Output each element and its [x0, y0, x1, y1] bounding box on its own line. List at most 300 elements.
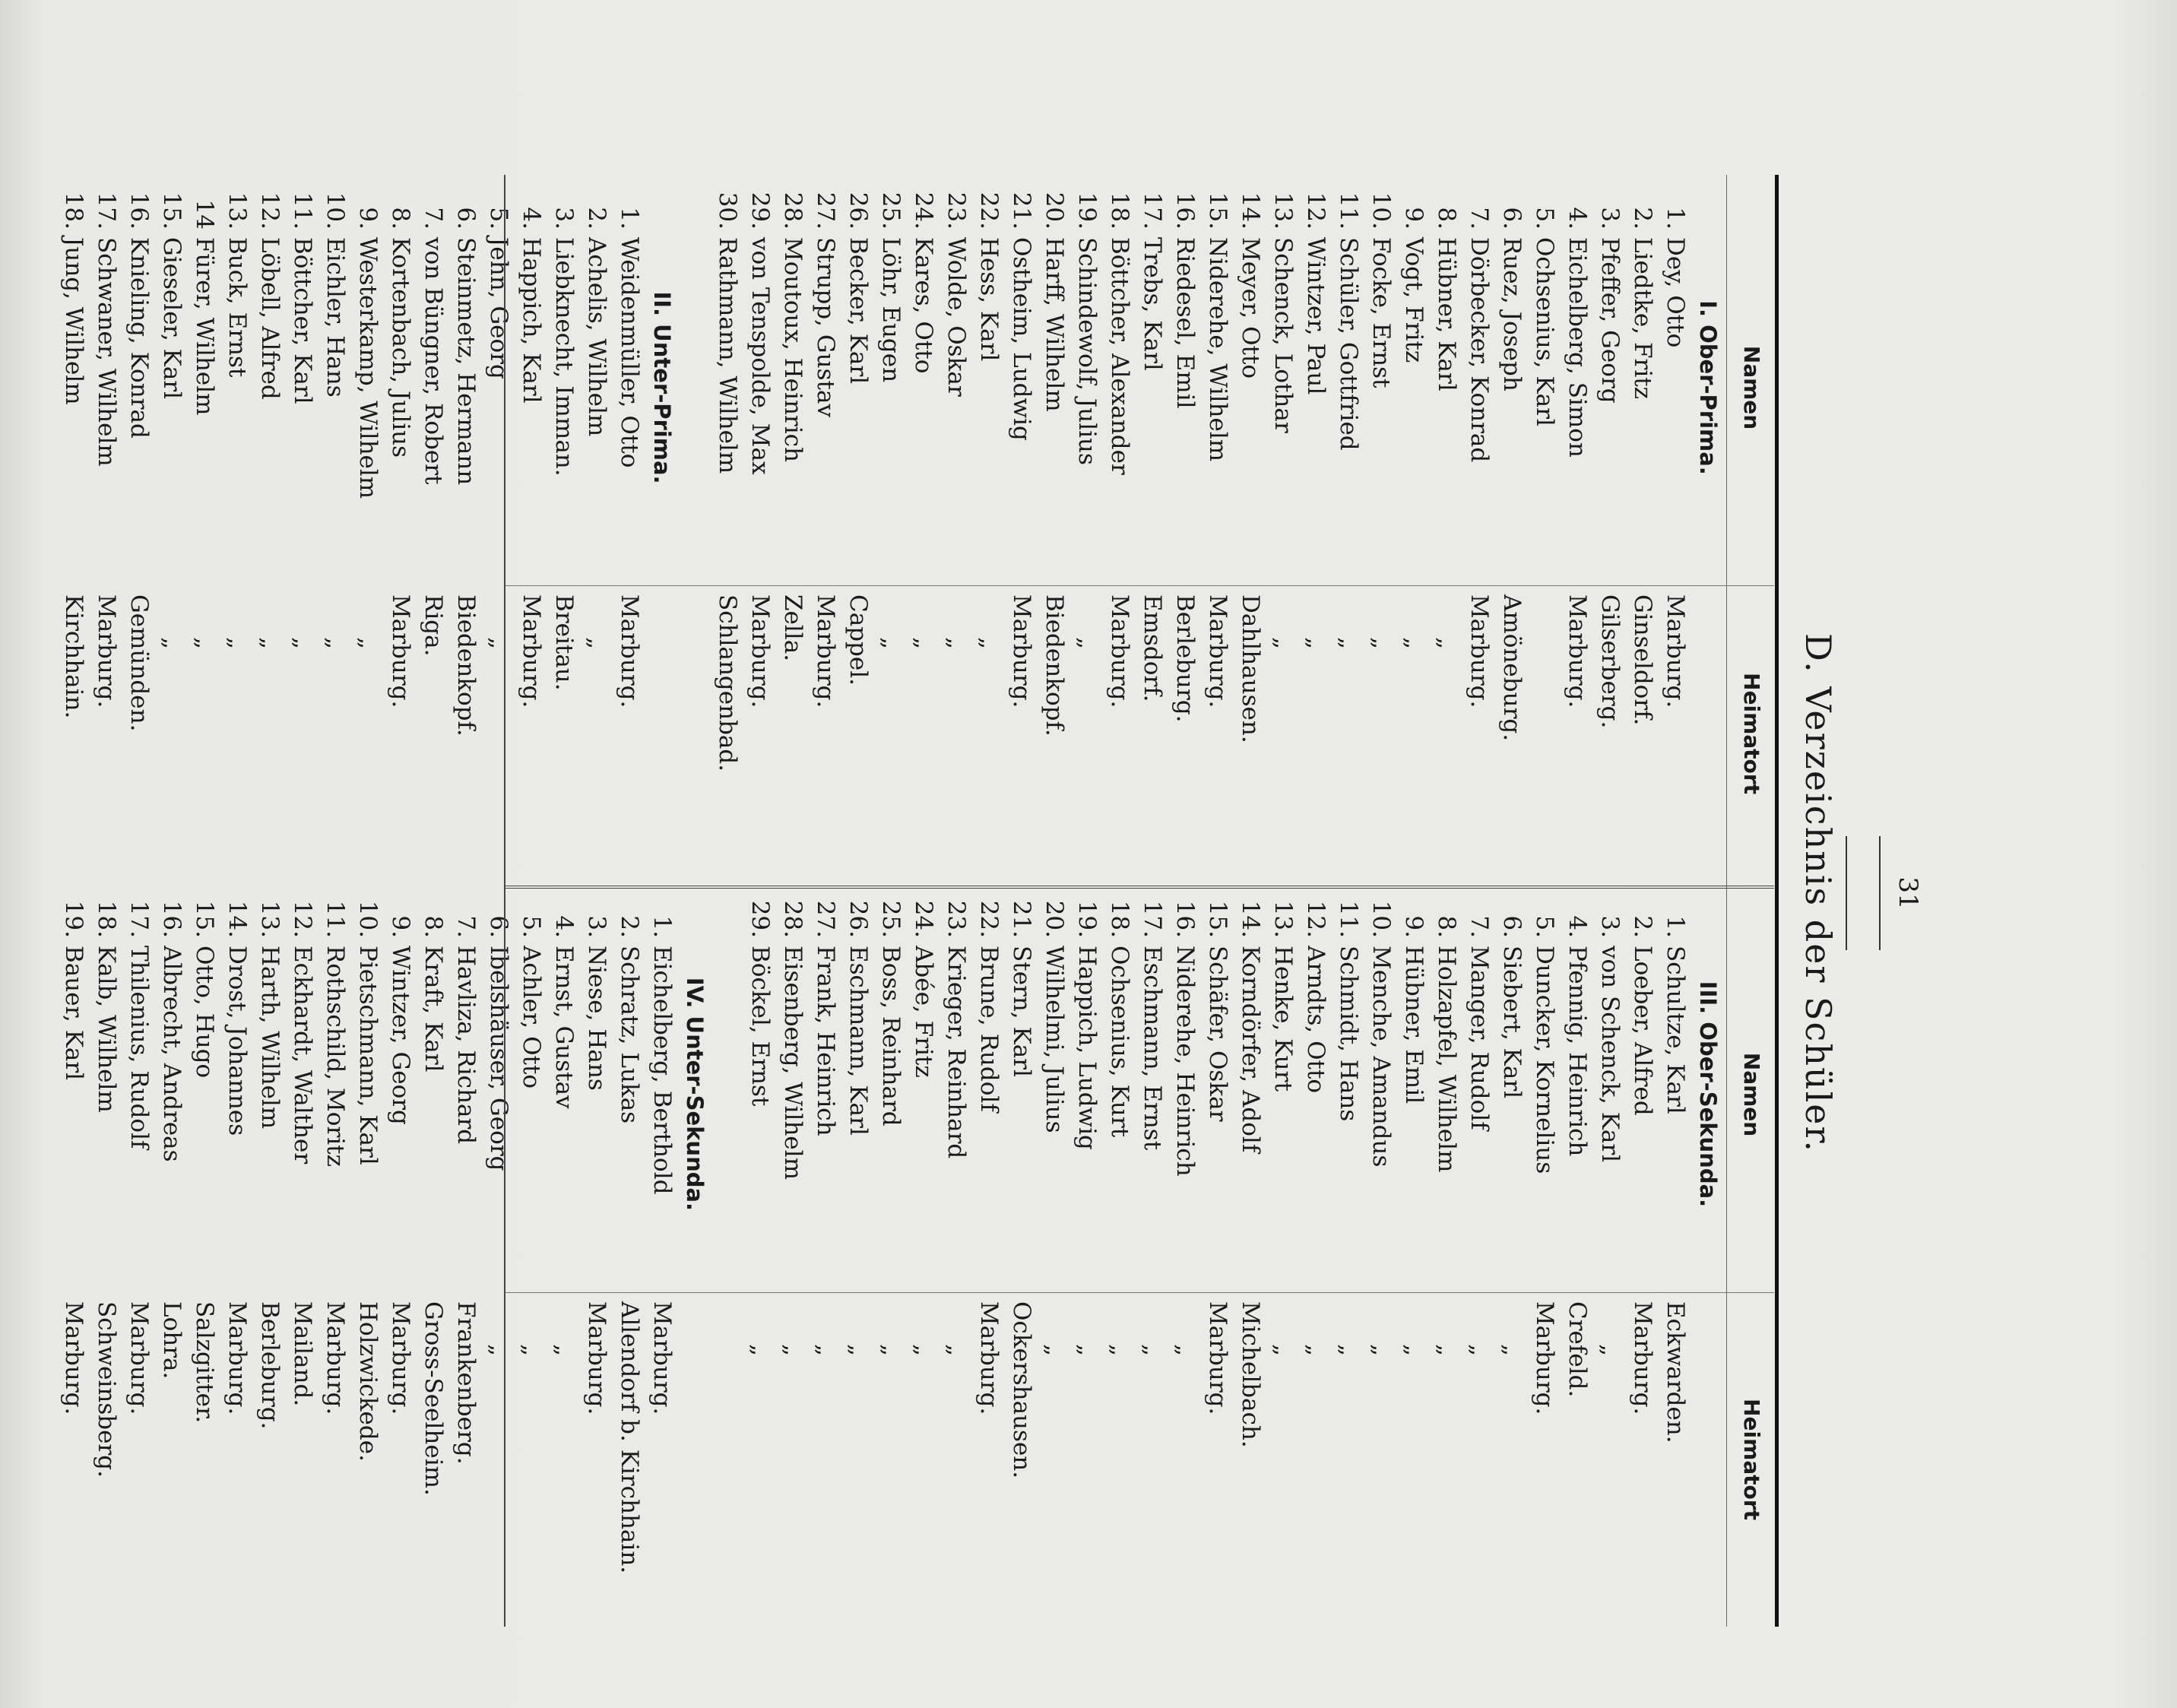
student-row [1005, 190, 1038, 585]
town-row [613, 1301, 645, 1628]
student-number: 17. [93, 192, 120, 230]
student-number: 6. [452, 207, 480, 230]
town-row [1005, 1301, 1038, 1628]
student-number: 28. [779, 192, 806, 230]
student-number: 11. [1335, 192, 1362, 230]
student-number: 2. [583, 207, 610, 230]
student-row [1201, 898, 1234, 1290]
student-name: Gieseler, Karl [158, 237, 185, 400]
student-name: Schindewolf, Julius [1073, 237, 1101, 465]
student-row [1168, 898, 1201, 1290]
student-number: 24. [910, 900, 937, 938]
page-number-rule [1879, 836, 1881, 950]
student-row [1070, 190, 1103, 585]
home-town: „ [1302, 1344, 1329, 1357]
student-name: Kalb, Wilhelm [93, 946, 120, 1113]
student-name: Dörbecker, Konrad [1466, 237, 1493, 463]
town-row [1561, 1301, 1593, 1628]
student-row [1430, 898, 1462, 1290]
town-row [1038, 1301, 1070, 1628]
student-name: Siebert, Karl [1498, 946, 1526, 1099]
home-town: Frankenberg. [452, 1301, 480, 1465]
student-name: Niderehe, Heinrich [1171, 946, 1199, 1177]
student-name: Bauer, Karl [60, 946, 87, 1081]
home-town: „ [485, 637, 512, 650]
home-town: Schweinsberg. [93, 1301, 120, 1478]
student-name: Eckhardt, Walther [289, 946, 316, 1165]
section-heading: III. Ober-Sekunda. [1695, 981, 1721, 1208]
home-town: „ [1335, 637, 1362, 650]
town-row [809, 1301, 841, 1628]
student-name: Krieger, Reinhard [943, 946, 970, 1159]
town-row [1659, 1301, 1691, 1628]
home-town: Lohra. [158, 1301, 185, 1380]
town-row [1136, 1301, 1168, 1628]
home-town: Marburg. [125, 1301, 153, 1415]
student-name: Harff, Wilhelm [1041, 237, 1068, 412]
student-row [1561, 190, 1593, 585]
student-name: Trebs, Karl [1139, 237, 1166, 371]
student-name: Pfeffer, Georg [1596, 237, 1624, 404]
column-divider [505, 1292, 1774, 1293]
student-row [1201, 190, 1234, 585]
student-name: Manger, Rudolf [1466, 946, 1493, 1130]
student-row [907, 898, 940, 1290]
left-names-column [57, 190, 1724, 585]
student-name: Otto, Hugo [191, 946, 218, 1079]
student-name: Dey, Otto [1662, 237, 1689, 348]
student-row [122, 898, 155, 1290]
student-name: Korndörfer, Adolf [1237, 946, 1264, 1153]
town-row [155, 1301, 188, 1628]
student-row [972, 898, 1005, 1290]
student-row [1234, 190, 1266, 585]
student-row [613, 898, 645, 1290]
student-number: 9. [1400, 207, 1428, 230]
home-town: „ [550, 1344, 578, 1357]
town-row [874, 594, 907, 876]
town-row [1168, 594, 1201, 876]
student-number: 27. [812, 900, 839, 938]
student-number: 13. [1269, 192, 1297, 230]
home-town: „ [1171, 1344, 1199, 1357]
home-town: Amöneburg. [1498, 594, 1526, 742]
header-names-right: Namen [1739, 1052, 1764, 1137]
home-town: „ [1269, 637, 1297, 650]
town-row [1364, 594, 1397, 876]
student-number: 16. [1171, 192, 1199, 230]
student-number: 22. [975, 900, 1003, 938]
section-heading: I. Ober-Prima. [1695, 300, 1721, 475]
home-town: Marburg. [1204, 594, 1231, 708]
student-number: 21. [1008, 192, 1035, 230]
town-row [1266, 1301, 1299, 1628]
student-row [1168, 190, 1201, 585]
student-number: 12. [1302, 900, 1329, 938]
student-name: Riedesel, Emil [1171, 237, 1199, 409]
home-town: Ockershausen. [1008, 1301, 1035, 1479]
town-row [1397, 594, 1430, 876]
student-name: Rothschild, Moritz [322, 946, 349, 1167]
student-name: von Tenspolde, Max [746, 237, 774, 475]
home-town: Berleburg. [256, 1301, 284, 1430]
home-town: „ [1498, 1344, 1526, 1357]
student-row [57, 190, 90, 585]
right-towns-column [57, 1301, 1724, 1628]
home-town: Marburg. [1531, 1301, 1558, 1415]
student-row [220, 190, 253, 585]
home-town: Marburg. [1466, 594, 1493, 708]
town-row [711, 594, 743, 876]
town-row [1005, 594, 1038, 876]
student-name: Brune, Rudolf [975, 946, 1003, 1112]
student-number: 15. [158, 192, 185, 230]
student-number: 7. [1466, 207, 1493, 230]
student-row [1659, 898, 1691, 1290]
student-number: 13. [1269, 900, 1297, 938]
student-name: Vogt, Fritz [1400, 237, 1428, 363]
home-town: Eckwarden. [1662, 1301, 1689, 1443]
home-town: Holzwickede. [354, 1301, 382, 1462]
student-row [1397, 190, 1430, 585]
student-number: 19. [1073, 900, 1101, 938]
home-town: Kirchhain. [60, 594, 87, 719]
student-number: 11. [289, 192, 316, 230]
student-name: Wolde, Oskar [943, 237, 970, 397]
student-row [1299, 190, 1332, 585]
student-name: Schüler, Gottfried [1335, 237, 1362, 451]
student-number: 19. [1073, 192, 1101, 230]
town-row [515, 1301, 547, 1628]
town-row [580, 1301, 613, 1628]
student-row [874, 190, 907, 585]
student-name: Niese, Hans [583, 946, 610, 1091]
home-town: „ [1466, 1344, 1493, 1357]
student-name: Löhr, Eugen [877, 237, 905, 383]
student-row [286, 190, 318, 585]
student-name: Ibelshäuser, Georg [485, 946, 512, 1171]
student-row [155, 190, 188, 585]
student-row [515, 190, 547, 585]
student-number: 3. [1596, 915, 1624, 938]
town-row [1593, 594, 1626, 876]
home-town: Marburg. [975, 1301, 1003, 1415]
town-row [122, 1301, 155, 1628]
student-number: 4. [1564, 915, 1591, 938]
student-row [841, 190, 874, 585]
home-town: Marburg. [648, 1301, 676, 1415]
student-number: 8. [1433, 207, 1460, 230]
home-town: Biedenkopf. [1041, 594, 1068, 737]
student-row [1136, 898, 1168, 1290]
home-town: „ [1269, 1344, 1297, 1357]
home-town: Marburg. [1564, 594, 1591, 708]
student-number: 10. [1367, 900, 1395, 938]
student-row [940, 190, 972, 585]
town-row [57, 594, 90, 876]
home-town: „ [518, 1344, 545, 1357]
student-row [155, 898, 188, 1290]
home-town: „ [1041, 1344, 1068, 1357]
page-heading: D. Verzeichnis der Schüler. [1798, 632, 1839, 1154]
home-town: Breitau. [550, 594, 578, 691]
student-number: 27. [812, 192, 839, 230]
student-row [580, 190, 613, 585]
town-row [1070, 594, 1103, 876]
home-town: Mailand. [289, 1301, 316, 1407]
town-row [1234, 594, 1266, 876]
student-name: Buck, Ernst [223, 237, 251, 378]
town-row [449, 1301, 482, 1628]
student-number: 14 [191, 199, 218, 230]
student-name: Schratz, Lukas [616, 946, 643, 1124]
student-name: Eisenberg, Wilhelm [779, 946, 806, 1180]
home-town: Berleburg. [1171, 594, 1199, 723]
student-row [57, 898, 90, 1290]
home-town: „ [1073, 1344, 1101, 1357]
student-row [1561, 898, 1593, 1290]
student-name: Schmidt, Hans [1335, 946, 1362, 1122]
student-row [417, 898, 449, 1290]
student-name: Focke, Ernst [1367, 237, 1395, 388]
student-number: 2. [1629, 207, 1656, 230]
page-number-rule [1846, 836, 1847, 950]
student-row [1495, 898, 1528, 1290]
student-row [776, 898, 809, 1290]
student-name: von Schenck, Karl [1596, 946, 1624, 1163]
student-row [1528, 190, 1561, 585]
home-town: „ [1596, 1344, 1624, 1357]
student-name: Eichelberg, Berthold [648, 946, 676, 1195]
student-number: 12. [256, 192, 284, 230]
home-town: Marburg. [387, 594, 414, 708]
spacer [678, 190, 711, 585]
student-number: 7. [420, 207, 447, 230]
spacer [678, 594, 711, 876]
student-row [809, 190, 841, 585]
student-number: 21. [1008, 900, 1035, 938]
town-row [1332, 1301, 1364, 1628]
student-number: 18. [93, 900, 120, 938]
town-row [90, 594, 122, 876]
town-row [1528, 594, 1561, 876]
town-row [318, 1301, 351, 1628]
student-number: 23. [943, 900, 970, 938]
student-number: 9. [1400, 915, 1428, 938]
student-name: Happich, Karl [518, 237, 545, 404]
student-row [482, 190, 515, 585]
student-row [1266, 898, 1299, 1290]
town-row [645, 1301, 678, 1628]
student-row [972, 190, 1005, 585]
town-row [1299, 594, 1332, 876]
home-town: Gemünden. [125, 594, 153, 732]
student-row [874, 898, 907, 1290]
town-row [1430, 594, 1462, 876]
town-row [482, 1301, 515, 1628]
home-town: „ [289, 637, 316, 650]
student-row [841, 898, 874, 1290]
student-row [90, 898, 122, 1290]
town-row [155, 594, 188, 876]
student-number: 3. [550, 207, 578, 230]
town-row [57, 1301, 90, 1628]
student-number: 14. [223, 900, 251, 938]
town-row [1364, 1301, 1397, 1628]
student-row [776, 190, 809, 585]
home-town: Zella. [779, 594, 806, 662]
student-name: Löbell, Alfred [256, 237, 284, 400]
town-row [318, 594, 351, 876]
student-name: Hübner, Karl [1433, 237, 1460, 391]
student-row [1462, 190, 1495, 585]
student-number: 16. [158, 900, 185, 938]
student-name: Loeber, Alfred [1629, 946, 1656, 1116]
student-row [384, 898, 417, 1290]
student-name: Boss, Reinhard [877, 946, 905, 1127]
town-row [1038, 594, 1070, 876]
student-number: 4. [550, 915, 578, 938]
home-town: „ [877, 637, 905, 650]
home-town: „ [844, 1344, 872, 1357]
student-row [220, 898, 253, 1290]
town-row [90, 1301, 122, 1628]
town-row [286, 1301, 318, 1628]
town-row [1201, 1301, 1234, 1628]
home-town: „ [943, 1344, 970, 1357]
student-number: 12. [289, 900, 316, 938]
student-number: 25. [877, 192, 905, 230]
student-name: Albrecht, Andreas [158, 946, 185, 1162]
student-number: 3. [1596, 207, 1624, 230]
student-name: Stern, Karl [1008, 946, 1035, 1077]
town-row [1495, 594, 1528, 876]
student-number: 11. [1335, 900, 1362, 938]
home-town: „ [485, 1344, 512, 1357]
student-row [253, 898, 286, 1290]
student-number: 6. [1498, 915, 1526, 938]
home-town: Biedenkopf. [452, 594, 480, 737]
home-town: „ [975, 637, 1003, 650]
town-row [613, 594, 645, 876]
town-row [907, 594, 940, 876]
student-number: 29. [746, 900, 774, 938]
town-row [482, 594, 515, 876]
town-row [1430, 1301, 1462, 1628]
spacer [711, 898, 743, 1290]
student-number: 8. [420, 915, 447, 938]
student-name: Frank, Heinrich [812, 946, 839, 1136]
home-town: „ [1367, 1344, 1395, 1357]
student-number: 18. [60, 192, 87, 230]
student-number: 7. [452, 915, 480, 938]
spacer [678, 1301, 711, 1628]
student-number: 8. [387, 207, 414, 230]
town-row [351, 594, 384, 876]
student-number: 22. [975, 192, 1003, 230]
town-row [220, 1301, 253, 1628]
spacer [1691, 594, 1724, 876]
town-row [417, 594, 449, 876]
home-town: „ [1367, 637, 1395, 650]
student-row [1005, 898, 1038, 1290]
student-number: 19. [60, 900, 87, 938]
student-row [613, 190, 645, 585]
town-row [1397, 1301, 1430, 1628]
student-row [580, 898, 613, 1290]
student-row [1299, 898, 1332, 1290]
student-row [1495, 190, 1528, 585]
student-number: 2. [616, 915, 643, 938]
student-number: 30. [714, 192, 741, 230]
home-town: „ [910, 1344, 937, 1357]
town-row [1626, 1301, 1659, 1628]
town-row [122, 594, 155, 876]
town-row [1266, 594, 1299, 876]
student-number: 18. [1106, 192, 1133, 230]
town-row [1659, 594, 1691, 876]
student-row [449, 190, 482, 585]
student-number: 20. [1041, 192, 1068, 230]
student-row [1332, 898, 1364, 1290]
town-row [384, 1301, 417, 1628]
student-number: 5. [1531, 915, 1558, 938]
home-town: „ [1106, 1344, 1133, 1357]
home-town: „ [256, 637, 284, 650]
table-top-rule [1775, 175, 1779, 1627]
town-row [743, 594, 776, 876]
student-number: 13. [223, 192, 251, 230]
town-row [253, 1301, 286, 1628]
student-name: Fürer, Wilhelm [191, 237, 218, 416]
student-row [809, 898, 841, 1290]
header-names-left: Namen [1739, 345, 1764, 430]
student-row [1364, 898, 1397, 1290]
student-row [1430, 190, 1462, 585]
student-number: 5. [518, 915, 545, 938]
home-town: Gross-Seelheim. [420, 1301, 447, 1496]
student-number: 6. [485, 915, 512, 938]
student-row [743, 898, 776, 1290]
town-row [1299, 1301, 1332, 1628]
student-row [1593, 898, 1626, 1290]
student-row [1626, 190, 1659, 585]
home-town: Marburg. [1106, 594, 1133, 708]
town-row [1528, 1301, 1561, 1628]
town-row [547, 1301, 580, 1628]
student-row [318, 898, 351, 1290]
student-row [122, 190, 155, 585]
student-name: Kortenbach, Julius [387, 237, 414, 458]
home-town: „ [746, 1344, 774, 1357]
student-name: Menche, Amandus [1367, 946, 1395, 1168]
town-row [940, 1301, 972, 1628]
town-row [188, 1301, 220, 1628]
home-town: „ [158, 637, 185, 650]
town-row [220, 594, 253, 876]
town-row [188, 594, 220, 876]
student-name: Westerkamp, Wilhelm [354, 237, 382, 499]
home-town: „ [812, 1344, 839, 1357]
left-towns-column [57, 594, 1724, 876]
student-name: Holzapfel, Wilhelm [1433, 946, 1460, 1173]
town-row [253, 594, 286, 876]
student-name: Achelis, Wilhelm [583, 237, 610, 437]
student-row [1528, 898, 1561, 1290]
student-number: 16. [125, 192, 153, 230]
town-row [384, 594, 417, 876]
town-row [907, 1301, 940, 1628]
